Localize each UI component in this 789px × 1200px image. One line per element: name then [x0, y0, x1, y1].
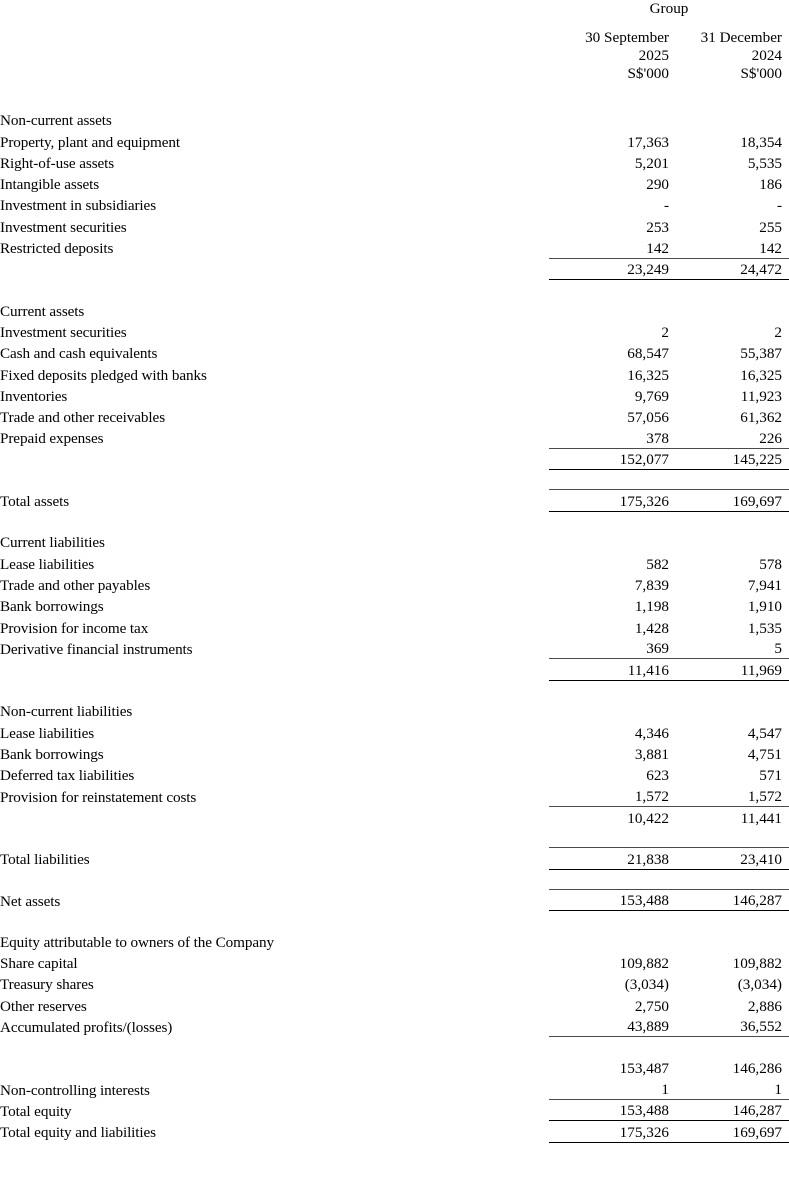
subtotal-value-col1: 11,416: [549, 659, 669, 680]
table-row: [0, 1016, 789, 1037]
row-label: Trade and other receivables: [0, 409, 166, 427]
header-col1-unit: S$'000: [627, 65, 669, 82]
row-value-col2: 18,354: [740, 133, 782, 151]
section-gap: [0, 911, 789, 931]
row-label: Lease liabilities: [0, 724, 95, 742]
total-assets-row: [0, 490, 789, 511]
subtotal-value-col2: 145,225: [670, 448, 789, 469]
row-label: Property, plant and equipment: [0, 133, 181, 151]
row-label: Deferred tax liabilities: [0, 767, 135, 785]
section-gap: [0, 470, 789, 490]
net-assets-value-col1: 153,488: [549, 889, 669, 910]
subtotal-label: [0, 807, 549, 828]
row-value-col2: 226: [759, 429, 782, 447]
total-equity-and-liabilities-row: [0, 1121, 789, 1142]
header-date-spacer: [0, 29, 549, 47]
table-row: [0, 130, 789, 151]
row-value-col1: 582: [646, 555, 669, 573]
row-value-col2: 61,362: [740, 409, 782, 427]
header-date-line2-row: [0, 47, 789, 65]
table-row: [0, 743, 789, 764]
row-label: Prepaid expenses: [0, 430, 104, 448]
row-label: Bank borrowings: [0, 746, 104, 764]
section-gap: [0, 869, 789, 889]
row-value-col2: 2,886: [747, 997, 782, 1015]
row-value-col1: 5,201: [634, 154, 669, 172]
header-col2-unit: S$'000: [740, 65, 782, 82]
row-label: Trade and other payables: [0, 576, 151, 594]
row-value-col1: 1,428: [634, 619, 669, 637]
row-label: Other reserves: [0, 997, 87, 1015]
header-col1-date-line1: 30 September: [585, 29, 669, 46]
row-value-col1: 1,572: [634, 788, 669, 806]
header-year-spacer: [0, 47, 549, 65]
blank-v2: [670, 109, 789, 130]
row-label: Provision for reinstatement costs: [0, 788, 197, 806]
subtotal-row: [0, 659, 789, 680]
table-row: [0, 427, 789, 448]
row-value-col1: 57,056: [627, 409, 669, 427]
header-col2-date-line1: 31 December: [700, 29, 782, 46]
total-assets-label: Total assets: [0, 493, 70, 511]
section-title-non-current-liabilities: Non-current liabilities: [0, 703, 133, 721]
row-value-col1: 2: [661, 323, 669, 341]
row-value-col1: 3,881: [634, 746, 669, 764]
table-row: [0, 194, 789, 215]
row-label: Investment in subsidiaries: [0, 197, 157, 215]
non-controlling-interests-row: [0, 1078, 789, 1099]
net-assets-label: Net assets: [0, 892, 61, 910]
table-row: [0, 215, 789, 236]
total-liabilities-label: Total liabilities: [0, 851, 90, 869]
row-value-col2: 142: [759, 239, 782, 257]
net-assets-value-col2: 146,287: [670, 889, 789, 910]
section-gap: [0, 680, 789, 700]
row-value-col1: 253: [646, 218, 669, 236]
row-value-col2: 5,535: [747, 154, 782, 172]
section-gap: [0, 828, 789, 848]
row-value-col1: 17,363: [627, 133, 669, 151]
row-value-col2: 109,882: [732, 955, 782, 973]
row-value-col1: 2,750: [634, 997, 669, 1015]
row-value-col2: 4,547: [747, 724, 782, 742]
section-gap: [0, 83, 789, 109]
header-unit-row: [0, 65, 789, 83]
row-value-col2: 4,751: [747, 746, 782, 764]
total-equity-and-liabilities-value-col2: 169,697: [670, 1121, 789, 1142]
total-equity-value-col1: 153,488: [549, 1100, 669, 1121]
table-row: [0, 994, 789, 1015]
section-title-row: [0, 109, 789, 130]
row-label: Derivative financial instruments: [0, 640, 193, 658]
subtotal-value-col1: 10,422: [549, 807, 669, 828]
header-date-line1-row: [0, 29, 789, 47]
equity-subtotal-label: [0, 1057, 549, 1078]
section-gap: [0, 511, 789, 531]
section-gap: [0, 1037, 789, 1057]
subtotal-value-col2: 11,969: [670, 659, 789, 680]
row-value-col1: (3,034): [624, 976, 669, 994]
row-value-col1: 16,325: [627, 366, 669, 384]
total-assets-value-col2: 169,697: [670, 490, 789, 511]
row-value-col1: 1,198: [634, 598, 669, 616]
row-value-col1: 142: [646, 239, 669, 257]
total-assets-value-col1: 175,326: [549, 490, 669, 511]
row-value-col2: 16,325: [740, 366, 782, 384]
row-label: Share capital: [0, 955, 78, 973]
row-value-col1: 43,889: [549, 1016, 669, 1037]
section-title-row: [0, 299, 789, 320]
header-spacer-row: [0, 18, 789, 29]
row-value-col2: -: [776, 197, 782, 215]
row-label: Lease liabilities: [0, 555, 95, 573]
total-equity-row: [0, 1100, 789, 1121]
row-value-col2: 1,535: [747, 619, 782, 637]
subtotal-label: [0, 258, 549, 279]
row-value-col2: 1,572: [747, 788, 782, 806]
row-value-col1: -: [663, 197, 669, 215]
total-liabilities-row: [0, 848, 789, 869]
table-row: [0, 973, 789, 994]
header-col1-date-line2: 2025: [638, 47, 669, 64]
table-row: [0, 406, 789, 427]
subtotal-row: [0, 258, 789, 279]
row-value-col1: 623: [646, 767, 669, 785]
table-row: [0, 721, 789, 742]
table-row: [0, 342, 789, 363]
non-controlling-value-col2: 1: [670, 1078, 789, 1099]
row-value-col1: 290: [646, 176, 669, 194]
row-value-col1: 7,839: [634, 576, 669, 594]
blank-v1: [549, 109, 669, 130]
section-gap: [0, 279, 789, 299]
total-equity-label: Total equity: [0, 1102, 72, 1120]
subtotal-label: [0, 448, 549, 469]
row-value-col1: 378: [646, 429, 669, 447]
total-equity-and-liabilities-label: Total equity and liabilities: [0, 1124, 156, 1142]
non-controlling-value-col1: 1: [549, 1078, 669, 1099]
row-label: Bank borrowings: [0, 598, 104, 616]
row-value-col2: 36,552: [670, 1016, 789, 1037]
row-value-col2: 7,941: [747, 576, 782, 594]
total-equity-and-liabilities-value-col1: 175,326: [549, 1121, 669, 1142]
row-label: Fixed deposits pledged with banks: [0, 366, 207, 384]
total-equity-value-col2: 146,287: [670, 1100, 789, 1121]
row-value-col2: 11,923: [740, 387, 782, 405]
row-label: Treasury shares: [0, 976, 94, 994]
table-row: [0, 152, 789, 173]
row-label: Right-of-use assets: [0, 154, 115, 172]
table-row: [0, 785, 789, 806]
row-value-col2: 1,910: [747, 598, 782, 616]
subtotal-row: [0, 448, 789, 469]
section-title-row: [0, 700, 789, 721]
table-row: [0, 173, 789, 194]
total-liabilities-value-col1: 21,838: [549, 848, 669, 869]
row-value-col1: 9,769: [634, 387, 669, 405]
row-value-col2: 571: [759, 767, 782, 785]
subtotal-value-col2: 11,441: [670, 807, 789, 828]
row-value-col1: 109,882: [619, 955, 669, 973]
table-row: [0, 638, 789, 659]
section-title-equity: Equity attributable to owners of the Company: [0, 933, 274, 951]
total-liabilities-value-col2: 23,410: [670, 848, 789, 869]
subtotal-label: [0, 659, 549, 680]
row-label: Inventories: [0, 387, 68, 405]
table-row: [0, 552, 789, 573]
section-title-current-assets: Current assets: [0, 302, 85, 320]
non-controlling-interests-label: Non-controlling interests: [0, 1081, 150, 1099]
table-row: [0, 237, 789, 258]
table-row: [0, 574, 789, 595]
row-value-col2: 578: [759, 555, 782, 573]
subtotal-value-col1: 152,077: [549, 448, 669, 469]
row-value-col1: 4,346: [634, 724, 669, 742]
section-title-non-current-assets: Non-current assets: [0, 112, 112, 130]
subtotal-row: [0, 807, 789, 828]
row-label: Intangible assets: [0, 176, 100, 194]
row-label: Accumulated profits/(losses): [0, 1018, 173, 1036]
row-value-col2: (3,034): [737, 976, 782, 994]
table-row: [0, 952, 789, 973]
section-title-row: [0, 931, 789, 952]
header-unit-spacer: [0, 65, 549, 83]
section-title-row: [0, 531, 789, 552]
row-label: Restricted deposits: [0, 240, 114, 258]
header-col2-date-line2: 2024: [751, 47, 782, 64]
row-value-col2: 255: [759, 218, 782, 236]
table-row: [0, 764, 789, 785]
subtotal-value-col2: 24,472: [670, 258, 789, 279]
header-spacer: [0, 0, 549, 18]
row-label: Investment securities: [0, 323, 127, 341]
row-label: Provision for income tax: [0, 619, 149, 637]
row-value-col1: 369: [646, 640, 669, 658]
equity-subtotal-value-col1: 153,487: [619, 1060, 669, 1078]
equity-subtotal-row: [0, 1057, 789, 1078]
row-value-col2: 55,387: [740, 345, 782, 363]
header-group-row: [0, 0, 789, 18]
row-label: Investment securities: [0, 218, 127, 236]
table-row: [0, 595, 789, 616]
section-title-current-liabilities: Current liabilities: [0, 534, 105, 552]
equity-subtotal-value-col2: 146,286: [732, 1060, 782, 1078]
table-row: [0, 385, 789, 406]
row-value-col1: 68,547: [627, 345, 669, 363]
table-row: [0, 363, 789, 384]
row-value-col2: 5: [774, 640, 782, 658]
subtotal-value-col1: 23,249: [549, 258, 669, 279]
header-group-label: Group: [649, 0, 689, 17]
table-row: [0, 616, 789, 637]
row-label: Cash and cash equivalents: [0, 345, 158, 363]
row-value-col2: 186: [759, 176, 782, 194]
net-assets-row: [0, 889, 789, 910]
table-row: [0, 321, 789, 342]
row-value-col2: 2: [774, 323, 782, 341]
